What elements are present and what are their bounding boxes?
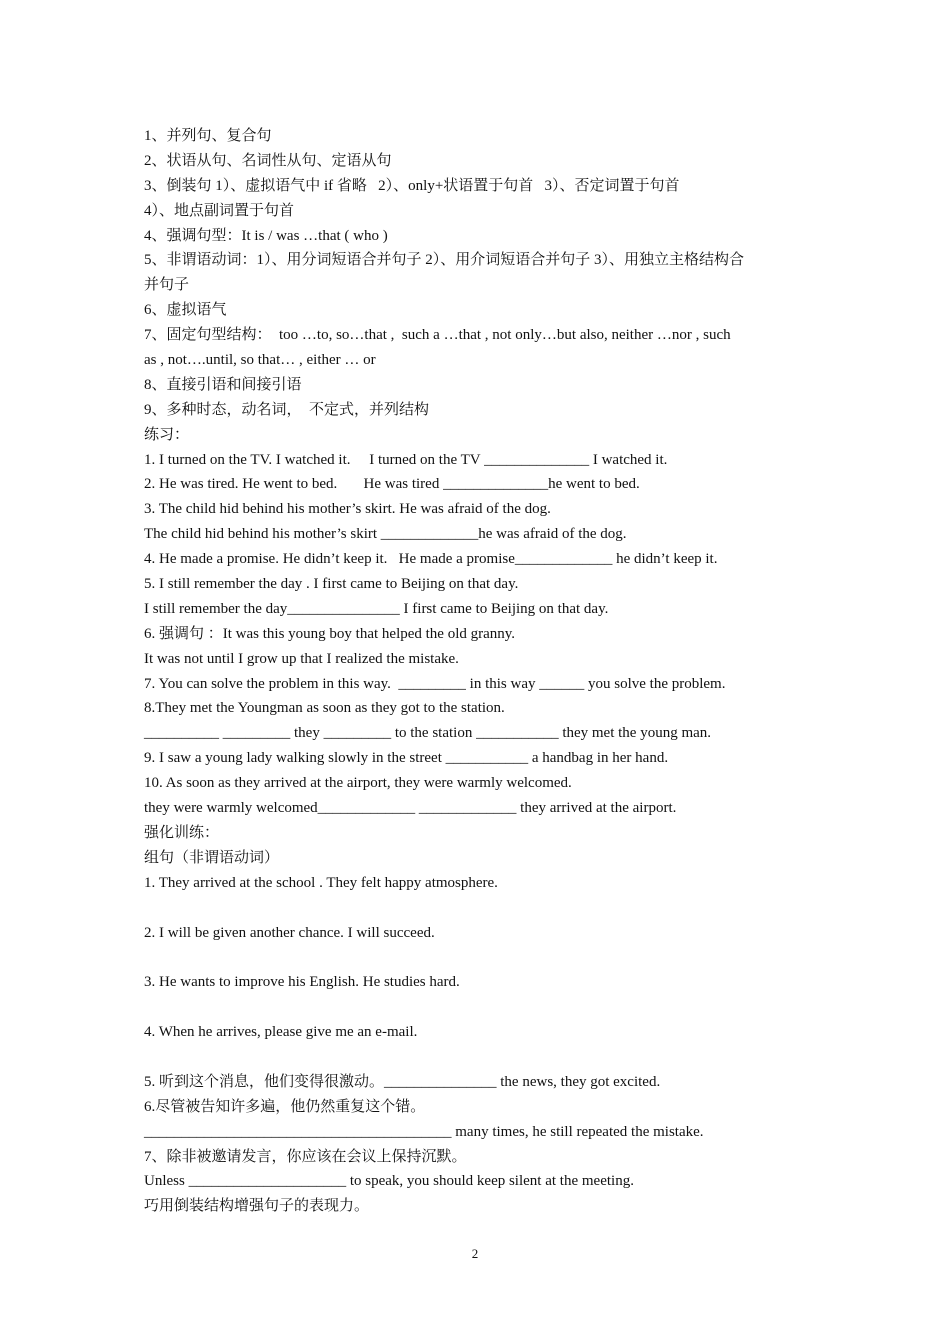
text-line: 8.They met the Youngman as soon as they got to the station.	[144, 700, 505, 717]
text-line: 3、倒装句 1）、虚拟语气中 if 省略 2）、only+状语置于句首 3）、否定词置于句首	[144, 177, 680, 194]
text-line: 10. As soon as they arrived at the airport, they were warmly welcomed.	[144, 775, 572, 792]
page-number: 2	[471, 1246, 479, 1261]
text-line: 9. I saw a young lady walking slowly in the street ___________ a handbag in her hand.	[144, 750, 669, 767]
text-line: It was not until I grow up that I realized the mistake.	[144, 650, 459, 667]
text-line: 7、除非被邀请发言，你应该在会议上保持沉默。	[144, 1148, 467, 1165]
document-body	[144, 124, 814, 1219]
text-line: _________________________________________ many times, he still repeated the mistake.	[144, 1123, 704, 1140]
text-line: 练习：	[144, 426, 190, 443]
text-line: 4、强调句型：It is / was …that ( who )	[144, 227, 388, 244]
text-line: 6、虚拟语气	[144, 302, 227, 319]
text-line: 1、并列句、复合句	[144, 128, 272, 144]
text-line: 4）、地点副词置于句首	[144, 202, 295, 219]
text-line: 7、固定句型结构： too …to, so…that , such a …that , not only…but also, neither …nor , such	[144, 327, 731, 344]
text-line: The child hid behind his mother’s skirt _____________he was afraid of the dog.	[144, 526, 627, 543]
text-line: 5. I still remember the day . I first came to Beijing on that day.	[144, 576, 519, 593]
text-line: 巧用倒装结构增强句子的表现力。	[144, 1198, 370, 1215]
text-line: 2. He was tired. He went to bed. He was tired ______________he went to bed.	[144, 476, 640, 493]
text-line: 4. He made a promise. He didn’t keep it. He made a promise_____________ he didn’t keep it.	[144, 551, 718, 568]
blank-line	[144, 995, 814, 1020]
text-line: 2、状语从句、名词性从句、定语从句	[144, 152, 392, 169]
text-line: 强化训练：	[144, 824, 220, 841]
text-line: 2. I will be given another chance. I will succeed.	[144, 924, 435, 941]
text-line: 5. 听到这个消息，他们变得很激动。_______________ the news, they got excited.	[144, 1073, 661, 1090]
text-line: 9、多种时态，动名词， 不定式，并列结构	[144, 401, 430, 418]
blank-line	[144, 896, 814, 921]
text-line: 8、直接引语和间接引语	[144, 376, 302, 393]
text-line: 4. When he arrives, please give me an e-mail.	[144, 1024, 418, 1041]
text-line: 5、非谓语动词：1）、用分词短语合并句子 2）、用介词短语合并句子 3）、用独立主格结构合	[144, 252, 745, 269]
text-line: I still remember the day_______________ I first came to Beijing on that day.	[144, 600, 609, 617]
blank-line	[144, 1045, 814, 1070]
text-line: they were warmly welcomed_____________ _____________ they arrived at the airport.	[144, 800, 677, 817]
text-line: 1. I turned on the TV. I watched it. I turned on the TV ______________ I watched it.	[144, 451, 668, 468]
text-line: 并句子	[144, 277, 190, 294]
text-line: 6. 强调句 ：It was this young boy that helped the old granny.	[144, 625, 516, 642]
blank-line	[144, 945, 814, 970]
text-line: 3. He wants to improve his English. He studies hard.	[144, 974, 460, 991]
text-line: 1. They arrived at the school . They felt happy atmosphere.	[144, 874, 498, 891]
text-line: Unless _____________________ to speak, you should keep silent at the meeting.	[144, 1173, 634, 1190]
text-line: 组句（非谓语动词）	[144, 849, 280, 866]
text-line: 3. The child hid behind his mother’s skirt. He was afraid of the dog.	[144, 501, 551, 518]
text-line: 7. You can solve the problem in this way. _________ in this way ______ you solve the problem.	[144, 675, 726, 692]
text-line: __________ _________ they _________ to the station ___________ they met the young man.	[144, 725, 712, 742]
text-line: 6.尽管被告知许多遍，他仍然重复这个错。	[144, 1098, 426, 1115]
text-line: as , not….until, so that… , either … or	[144, 352, 376, 369]
